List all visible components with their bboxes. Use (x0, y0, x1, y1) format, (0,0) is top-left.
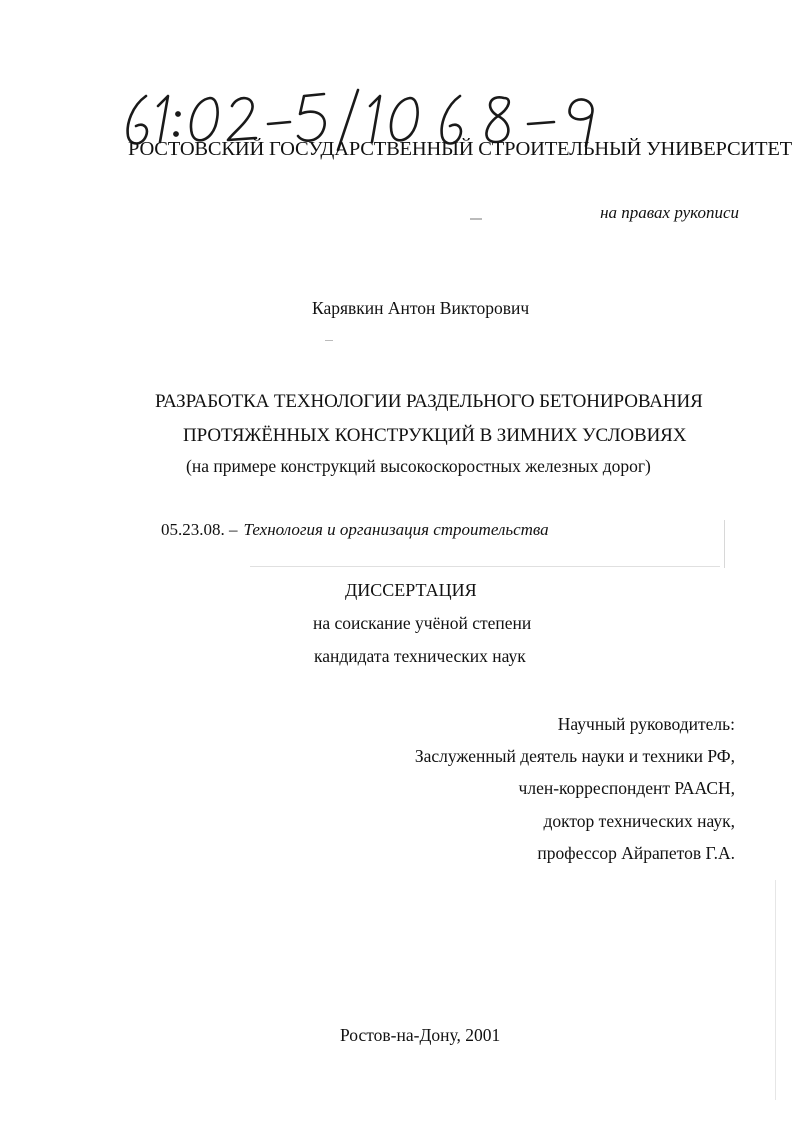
scan-artifact-mark (470, 218, 482, 220)
specialty-code: 05.23.08. – (161, 520, 238, 539)
title-subtitle: (на примере конструкций высокоскоростных железных дорог) (186, 456, 651, 476)
scan-artifact-line (775, 880, 776, 1100)
manuscript-note: на правах рукописи (600, 203, 739, 222)
title-line-2: ПРОТЯЖЁННЫХ КОНСТРУКЦИЙ В ЗИМНИХ УСЛОВИЯХ (183, 425, 687, 446)
advisor-heading: Научный руководитель: (557, 714, 735, 734)
advisor-line-3: доктор технических наук, (543, 810, 735, 831)
author-name: Карявкин Антон Викторович (312, 298, 530, 318)
degree-line-2: кандидата технических наук (314, 646, 526, 666)
specialty (161, 520, 549, 540)
advisor-line-2: член-корреспондент РААСН, (518, 778, 735, 799)
work-type-label: ДИССЕРТАЦИЯ (345, 580, 477, 600)
scan-artifact-mark (325, 340, 333, 341)
university-name: РОСТОВСКИЙ ГОСУДАРСТВЕННЫЙ СТРОИТЕЛЬНЫЙ УНИВЕРСИТЕТ (128, 138, 793, 160)
place-and-year: Ростов-на-Дону, 2001 (340, 1025, 501, 1045)
title-line-1: РАЗРАБОТКА ТЕХНОЛОГИИ РАЗДЕЛЬНОГО БЕТОНИРОВАНИЯ (155, 391, 703, 412)
degree-line-1: на соискание учёной степени (313, 613, 532, 633)
scan-artifact-line (250, 566, 720, 567)
scan-artifact-line (724, 520, 725, 568)
advisor-block (415, 708, 735, 869)
advisor-line-1: Заслуженный деятель науки и техники РФ, (414, 746, 735, 767)
specialty-name: Технология и организация строительства (243, 520, 549, 539)
advisor-line-4: профессор Айрапетов Г.А. (537, 842, 735, 863)
